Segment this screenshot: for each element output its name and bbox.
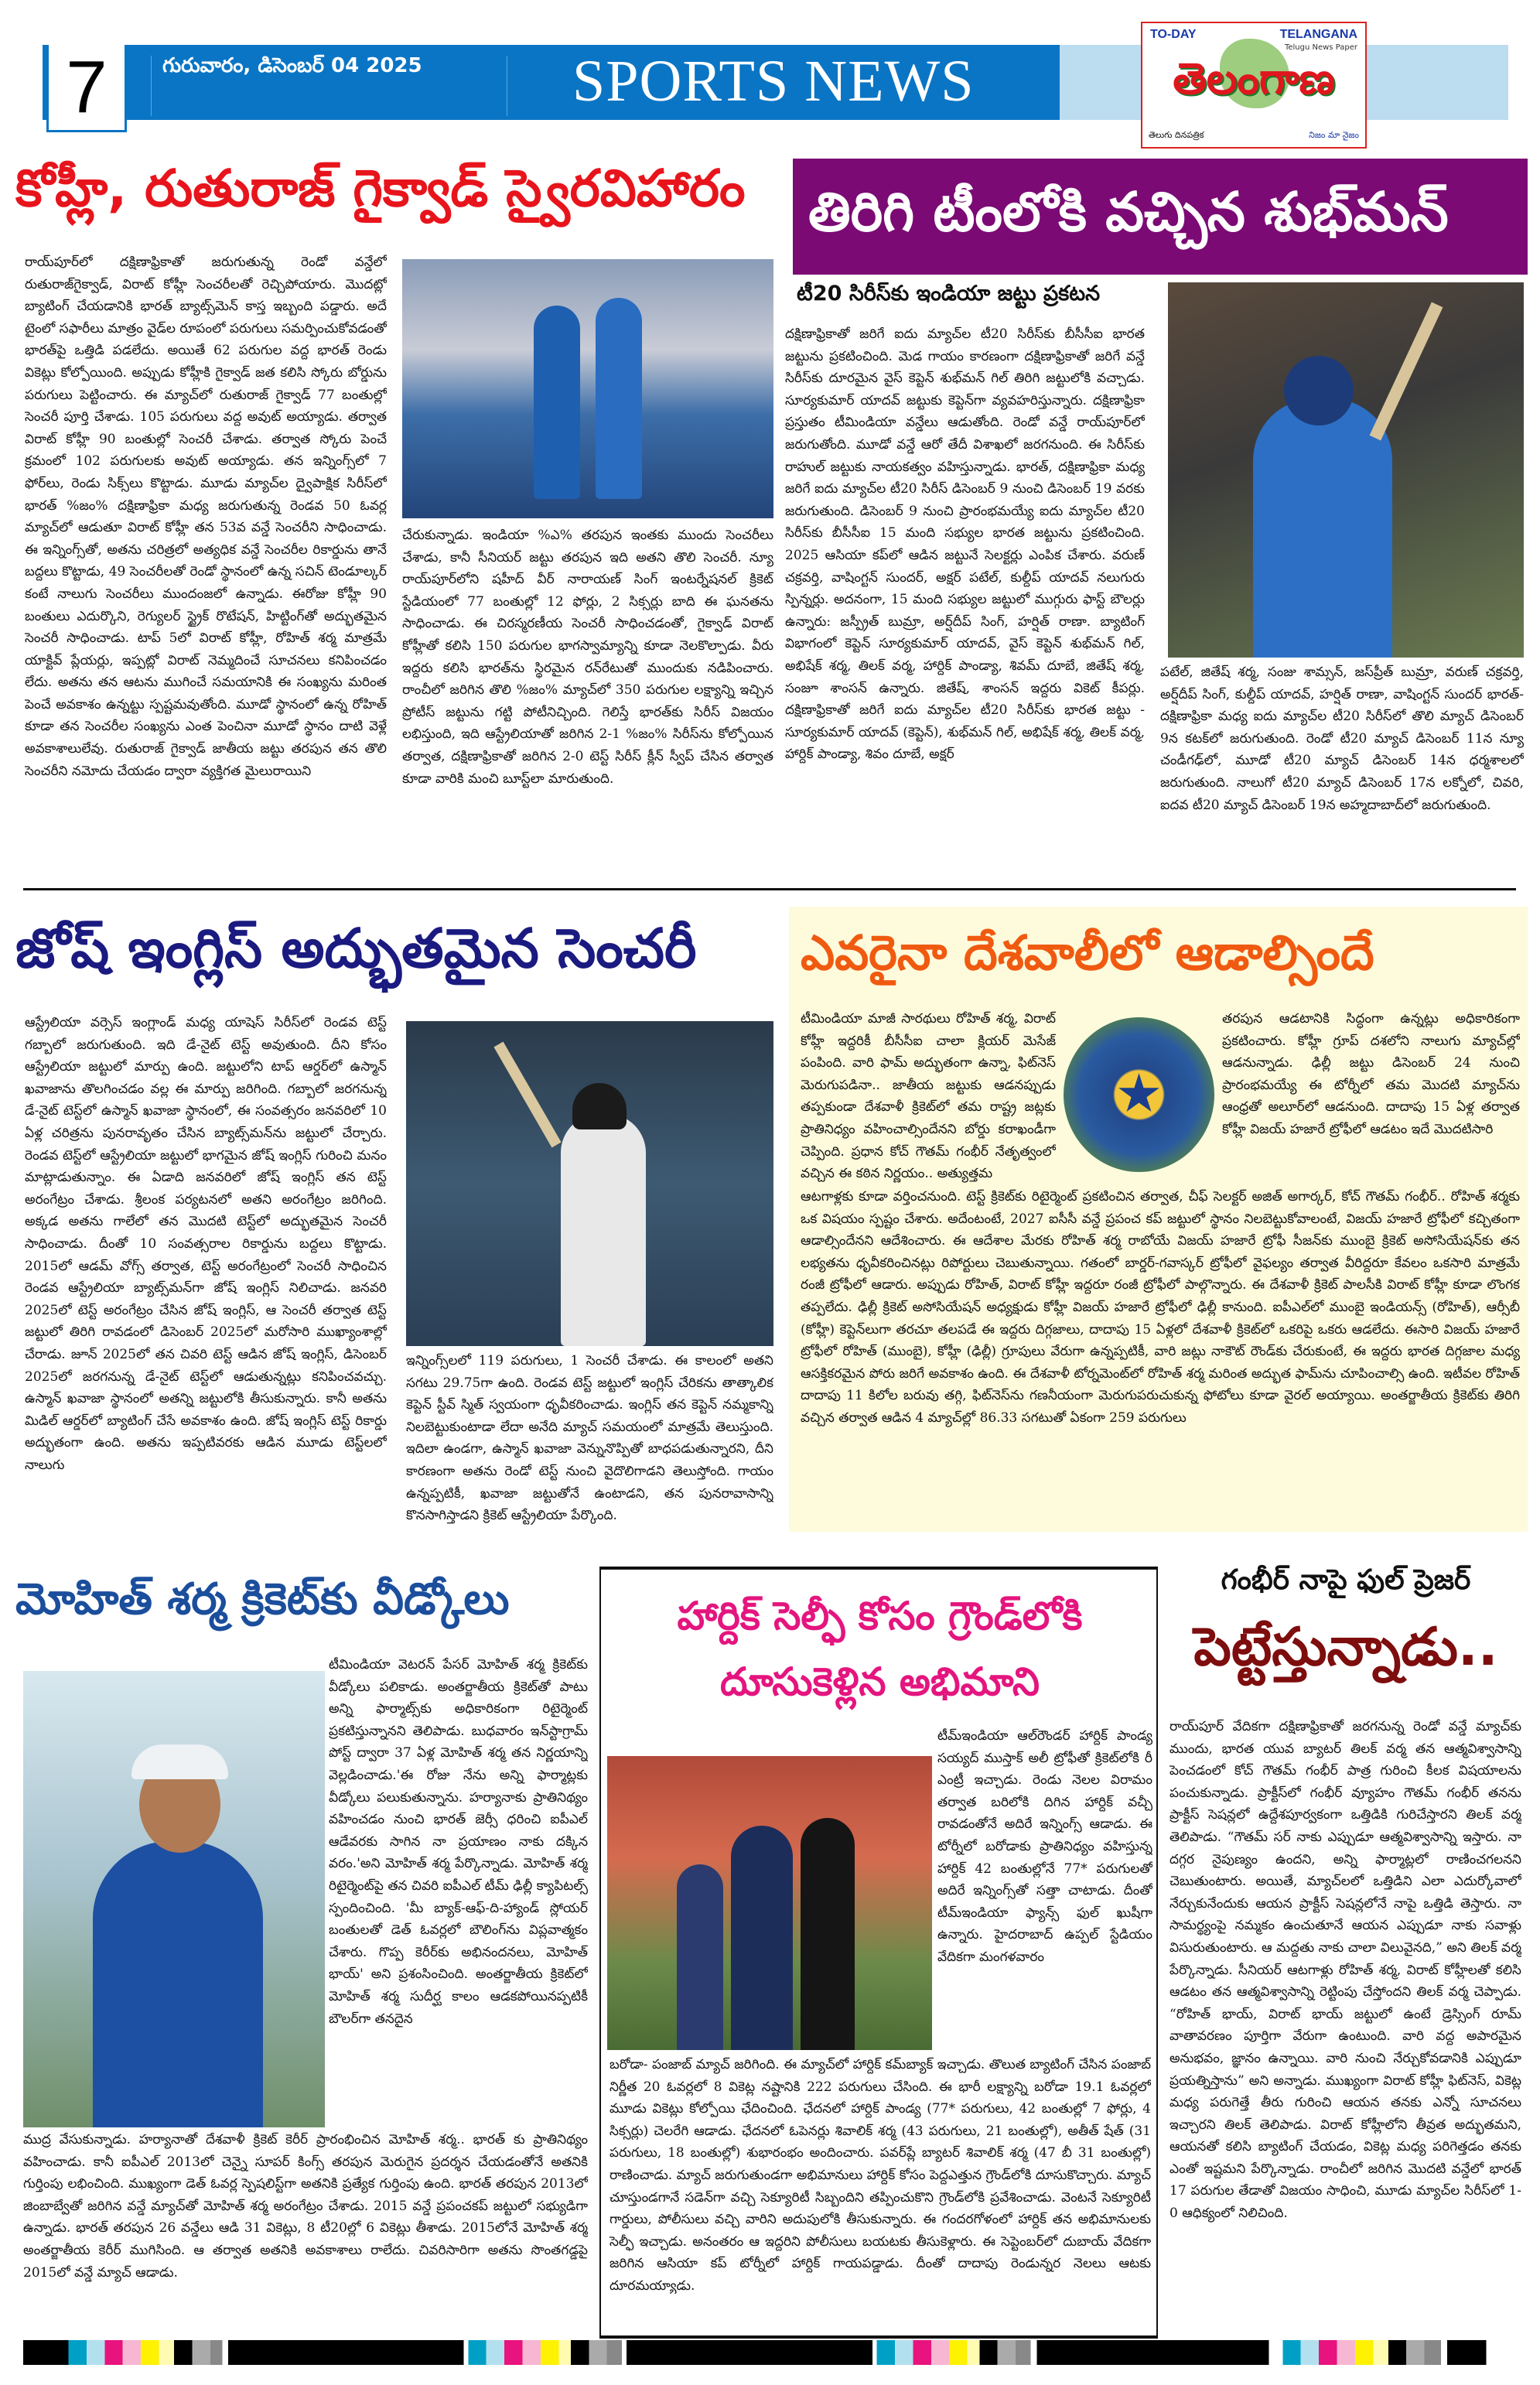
logo-motto: నిజం మా నైజం	[1309, 130, 1359, 140]
shubman-headline-banner	[793, 159, 1528, 275]
gambhir-body: రాయ్‌పూర్ వేదికగా దక్షిణాఫ్రికాతో జరగనున్న రెండో వన్డే మ్యాచ్‌కు ముందు, భారత యువ బ్యాటర్ తిలక్ వర్మ తన ఆత్మవిశ్వాసాన్ని పెంచడంలో కోచ్ గౌతమ్ గంభీర్ పాత్ర గురించి కీలక విషయాలను పంచుకున్నాడు. ప్రాక్టీస్‌లో గంభీర్ వ్యూహం గౌతమ్ గంభీర్ తనను ప్రాక్టీస్ సెషన్లలో ఉద్దేశపూర్వకంగా ఒత్తిడికి గురిచేస్తారని తిలక్ వర్మ తెలిపాడు. “గౌతమ్ సర్ నాకు ఎప్పుడూ ఆత్మవిశ్వాసాన్ని ఇస్తారు. నా దగ్గర నైపుణ్యం ఉందని, అన్ని ఫార్మాట్లలో రాణించగలనని చెబుతుంటారు. అయితే, మ్యాచ్‌లలో ఒత్తిడిని ఎలా ఎదుర్కోవాలో నేర్చుకునేందుకు ఆయన ప్రాక్టీస్ సెషన్లలోనే నాపై ఒత్తిడి తెస్తారు. నా సామర్థ్యంపై నమ్మకం ఉంచుతూనే ఆయన ఎప్పుడూ నాకు సవాళ్లు విసురుతుంటారు. ఆ మద్దతు నాకు చాలా విలువైనది,” అని తిలక్ వర్మ పేర్కొన్నాడు. సీనియర్ ఆటగాళ్లు రోహిత్ శర్మ, విరాట్ కోహ్లీలతో కలిసి ఆడటం తన ఆత్మవిశ్వాసాన్ని రెట్టింపు చేస్తోందని తిలక్ వర్మ చెప్పాడు. “రోహిత్ భాయ్, విరాట్ భాయ్ జట్టులో ఉంటే డ్రెస్సింగ్ రూమ్ వాతావరణం పూర్తిగా వేరుగా ఉంటుంది. వారి వద్ద అపారమైన అనుభవం, జ్ఞానం ఉన్నాయి. వారి నుంచి నేర్చుకోవడానికి ఎప్పుడూ ప్రయత్నిస్తాను” అని అన్నాడు. ముఖ్యంగా విరాట్ కోహ్లీ ఫిట్‌నెస్, వికెట్ల మధ్య పరుగెత్తే తీరు గురించి ఆయన తనకు ఎన్నో సూచనలు ఇచ్చారని తిలక్ తెలిపాడు. విరాట్ కోహ్లీలోని తీవ్రత అద్భుతమని, ఆయనతో కలిసి బ్యాటింగ్ చేయడం, వికెట్ల మధ్య పరిగెత్తడం తనకు ఎంతో ఇష్టమని పేర్కొన్నాడు. రాంచీలో జరిగిన మొదటి వన్డేలో భారత్ 17 పరుగుల తేడాతో విజయం సాధించి, మూడు మ్యాచ్‌ల సిరీస్‌లో 1-0 ఆధిక్యంలో నిలిచింది.	[1170, 1719, 1521, 2222]
gambhir-kicker: గంభీర్ నాపై ఫుల్ ప్రెజర్	[1221, 1564, 1471, 1596]
rohit-body-left: టీమిండియా మాజీ సారథులు రోహిత్ శర్మ, విరాట్ కోహ్లీ ఇద్దరికీ బీసీసీఐ చాలా క్లియర్ మెసేజ్ పంపింది. వారి ఫామ్ అద్భుతంగా ఉన్నా, ఫిట్‌నెస్ మెరుగుపడినా.. జాతీయ జట్టుకు ఆడనప్పుడు తప్పకుండా దేశవాళీ క్రికెట్‌లో తమ రాష్ట్ర జట్లకు ప్రాతినిధ్యం వహించాల్సిందేనని బోర్డు కరాఖండీగా చెప్పింది. ప్రధాన కోచ్ గౌతమ్ గంభీర్ నేతృత్వంలో వచ్చిన ఈ కఠిన నిర్ణయం.. అత్యుత్తమ	[801, 1011, 1056, 1182]
hardik-headline-line2: దూసుకెళ్లిన అభిమాని	[720, 1659, 1040, 1704]
shubman-subheadline: టీ20 సిరీస్‌కు ఇండియా జట్టు ప్రకటన	[797, 282, 1101, 306]
print-registration-bar	[23, 2340, 1531, 2365]
hardik-body-right: టీమ్ఇండియా ఆల్‌రౌండర్ హార్దిక్ పాండ్య సయ్యద్ ముస్తాక్ అలీ ట్రోఫీతో క్రికెట్‌లోకి రీ ఎంట్రీ ఇచ్చాడు. రెండు నెలల విరామం తర్వాత బరిలోకి దిగిన హార్దిక్ వచ్చీ రావడంతోనే అదిరే ఇన్నింగ్స్ ఆడాడు. ఈ టోర్నీలో బరోడాకు ప్రాతినిధ్యం వహిస్తున్న హార్దిక్ 42 బంతుల్లోనే 77* పరుగులతో అదిరే ఇన్నింగ్స్‌తో సత్తా చాటాడు. దీంతో టీమ్ఇండియా ఫ్యాన్స్ ఫుల్ ఖుషీగా ఉన్నారు. హైదరాబాద్ ఉప్పల్ స్టేడియం వేదికగా మంగళవారం	[937, 1728, 1152, 1965]
rohit-headline: ఎవరైనా దేశవాలీలో ఆడాల్సిందే	[801, 924, 1374, 981]
hardik-body-full: బరోడా- పంజాబ్ మ్యాచ్ జరిగింది. ఈ మ్యాచ్‌లో హార్దిక్ కమ్‌బ్యాక్ ఇచ్చాడు. తొలుత బ్యాటింగ్ చేసిన పంజాబ్ నిర్ణీత 20 ఓవర్లలో 8 వికెట్ల నష్టానికి 222 పరుగులు చేసింది. ఈ భారీ లక్ష్యాన్ని బరోడా 19.1 ఓవర్లలో మూడు వికెట్లు కోల్పోయి ఛేదించింది. ఛేదనలో హార్దిక్ పాండ్య (77* పరుగులు, 42 బంతుల్లో 7 ఫోర్లు, 4 సిక్సర్లు) చెలరేగి ఆడాడు. ఛేదనలో ఓపెనర్లు శివాలిక్ శర్మ (43 పరుగులు, 21 బంతుల్లో), అతీత్ షేత్ (31 పరుగులు, 18 బంతుల్లో) శుభారంభం అందించారు. పవర్‌ప్లే బ్యాటర్ శివాలిక్ శర్మ (47 బీ 31 బంతుల్లో) రాణించాడు. మ్యాచ్ జరుగుతుండగా అభిమానులు హార్దిక్ కోసం పెద్దఎత్తున గ్రౌండ్‌లోకి దూసుకొచ్చారు. మ్యాచ్ చూస్తుండగానే సడెన్‌గా వచ్చి సెక్యూరిటీ సిబ్బందిని తప్పించుకొని గ్రౌండ్‌లోకి ప్రవేశించాడు. వెంటనే సెక్యూరిటీ గార్డులు, పోలీసులు వచ్చి వారిని అదుపులోకి తీసుకున్నారు. ఈ గందరగోళంలో హార్దిక్ తన అభిమానులకు సెల్ఫీ ఇచ్చాడు. అనంతరం ఆ ఇద్దరిని పోలీసులు బయటకు తీసుకెళ్లారు. ఈ సెప్టెంబర్‌లో దుబాయ్ వేదికగా జరిగిన ఆసియా కప్ టోర్నీలో హార్దిక్ గాయపడ్డాడు. దీంతో దాదాపు రెండున్నర నెలలు ఆటకు దూరమయ్యాడు.	[610, 2057, 1151, 2294]
logo-name: తెలంగాణ	[1173, 54, 1335, 104]
kohli-body-col1: రాయ్‌పూర్‌లో దక్షిణాఫ్రికాతో జరుగుతున్న రెండో వన్డేలో రుతురాజ్‌గైక్వాడ్, విరాట్ కోహ్లీ సెంచరీలతో రెచ్చిపోయారు. మొదట్లో బ్యాటింగ్ చేయడానికి భారత్ బ్యాట్స్‌మెన్ కాస్త ఇబ్బంది పడ్డారు. అదే టైంలో సఫారీలు మాత్రం వైడ్‌ల రూపంలో పరుగులు సమర్పించుకోవడంతో భారత్‌పై ఒత్తిడి పడలేదు. అయితే 62 పరుగుల వద్ద భారత్ రెండు వికెట్లు కోల్పోయింది. అప్పుడు కోహ్లీకి గైక్వాడ్ జత కలిసి స్కోరు బోర్డును పరుగులు పెట్టించారు. ఈ మ్యాచ్‌లో రుతురాజ్ గైక్వాడ్ 77 బంతుల్లో సెంచరీ పూర్తి చేశాడు. 105 పరుగులు వద్ద అవుట్ అయ్యాడు. తర్వాత విరాట్ కోహ్లీ 90 బంతుల్లో సెంచరీ చేశాడు. తర్వాత స్కోరు పెంచే క్రమంలో 102 పరుగులకు అవుట్ అయ్యాడు. తన ఇన్నింగ్స్‌లో 7 ఫోర్‌లు, రెండు సిక్స్‌లు కొట్టాడు. మూడు మ్యాచ్‌ల ద్వైపాక్షిక సిరీస్‌లో భారత్ %జం% దక్షిణాఫ్రికా మధ్య జరుగుతున్న రెండవ 50 ఓవర్ల మ్యాచ్‌లో ఆడుతూ విరాట్ కోహ్లీ తన 53వ వన్డే సెంచరీని సాధించాడు. ఈ ఇన్నింగ్స్‌తో, అతను చరిత్రలో అత్యధిక వన్డే సెంచరీల రికార్డును తానే బద్దలు కొట్టాడు, 49 సెంచరీలతో రెండో స్థానంలో ఉన్న సచిన్ టెండూల్కర్ కంటే నాలుగు సెంచరీలు ముందంజలో ఉన్నాడు. ఈరోజు కోహ్లీ 90 బంతులు ఎదుర్కొని, రెగ్యులర్ స్ట్రైక్ రొటేషన్, హిట్టింగ్‌తో అద్భుతమైన సెంచరీ సాధించాడు. టాప్ 5లో విరాట్ కోహ్లీ, రోహిత్ శర్మ మాత్రమే యాక్టివ్ ప్లేయర్లు, ఇప్పట్లో విరాట్ నెమ్మదించే సూచనలు కనిపించడం లేదు. అతను తన ఆటను ముగించే సమయానికి ఈ సంఖ్యను మరింత పెంచే అవకాశం ఉన్నట్టు స్పష్టమవుతోంది. మూడో స్థానంలో ఉన్న రోహిత్ కూడా తన సెంచరీల సంఖ్యను ఎంత పెంచినా మూడో స్థానం దాటి వెళ్లే అవకాశాలులేవు. రుతురాజ్ గైక్వాడ్ జాతీయ జట్టు తరపున తన తొలి సెంచరీని నమోదు చేయడం ద్వారా వ్యక్తిగత మైలురాయిని	[25, 255, 387, 779]
star-icon	[1118, 1073, 1160, 1116]
mohit-headline: మోహిత్ శర్మ క్రికెట్‌కు వీడ్కోలు	[15, 1574, 510, 1625]
shubman-body-col1: దక్షిణాఫ్రికాతో జరిగే ఐదు మ్యాచ్‌ల టీ20 సిరీస్‌కు బీసీసీఐ భారత జట్టును ప్రకటించింది. మెడ గాయం కారణంగా దక్షిణాఫ్రికాతో జరిగే వన్డే సిరీస్‌కు దూరమైన వైస్ కెప్టెన్ శుభ్‌మన్ గిల్ తిరిగి జట్టులోకి వచ్చాడు. సూర్యకుమార్ యాదవ్ జట్టుకు కెప్టెన్‌గా వ్యవహరిస్తున్నారు. దక్షిణాఫ్రికా ప్రస్తుతం టీమిండియా వన్డేలు ఆడుతోంది. రెండో వన్డే రాయ్‌పూర్‌లో జరుగుతోంది. మూడో వన్డే ఆరో తేదీ విశాఖలో జరగనుంది. ఈ సిరీస్‌కు రాహుల్ జట్టుకు నాయకత్వం వహిస్తున్నాడు. భారత్, దక్షిణాఫ్రికా మధ్య జరిగే ఐదు మ్యాచ్‌ల టీ20 సిరీస్ డిసెంబర్ 9 నుంచి డిసెంబర్ 19 వరకు జరుగుతుంది. డిసెంబర్ 9 నుంచి ప్రారంభమయ్యే ఐదు మ్యాచ్‌ల టీ20 సిరీస్‌కు బీసీసీఐ 15 మంది సభ్యుల భారత జట్టును ప్రకటించింది. 2025 ఆసియా కప్‌లో ఆడిన జట్టునే సెలక్టర్లు ఎంపిక చేశారు. వరుణ్ చక్రవర్తి, వాషింగ్టన్ సుందర్, అక్షర్ పటేల్, కుల్దీప్ యాదవ్ నలుగురు స్పిన్నర్లు. అదనంగా, 15 మంది సభ్యుల జట్టులో ముగ్గురు ఫాస్ట్ బౌలర్లు ఉన్నారు: జస్ప్రీత్ బుమ్రా, అర్ష్‌దీప్ సింగ్, హర్షిత్ రాణా. బ్యాటింగ్ విభాగంలో కెప్టెన్ సూర్యకుమార్ యాదవ్, వైస్ కెప్టెన్ శుభ్‌మన్ గిల్, అభిషేక్ శర్మ, తిలక్ వర్మ, హార్దిక్ పాండ్యా, శివమ్ దూబే, జితేష్ శర్మ, సంజూ శాంసన్ ఉన్నారు. జితేష్, శాంసన్ ఇద్దరు వికెట్ కీపర్లు. దక్షిణాఫ్రికాతో జరిగే ఐదు మ్యాచ్‌ల టీ20 సిరీస్‌కు భారత జట్టు - సూర్యకుమార్ యాదవ్ (కెప్టెన్), శుభ్‌మన్ గిల్, అభిషేక్ శర్మ, తిలక్ వర్మ, హార్దిక్ పాండ్యా, శివం దూబే, అక్షర్	[785, 326, 1145, 763]
rohit-body-right: తరపున ఆడటానికి సిద్ధంగా ఉన్నట్లు అధికారికంగా ప్రకటించారు. కోహ్లీ గ్రూప్ దశలోని నాలుగు మ్యాచ్‌ల్లో ఆడనున్నాడు. ఢిల్లీ జట్టు డిసెంబర్ 24 నుంచి ప్రారంభమయ్యే ఈ టోర్నీలో తమ మొదటి మ్యాచ్‌ను ఆంధ్రతో అలూర్‌లో ఆడనుంది. దాదాపు 15 ఏళ్ల తర్వాత కోహ్లీ విజయ్ హజారే ట్రోఫీలో ఆడటం ఇదే మొదటిసారి	[1222, 1011, 1520, 1137]
hardik-headline-line1: హార్దిక్ సెల్ఫీ కోసం గ్రౌండ్‌లోకి	[677, 1594, 1083, 1638]
newspaper-logo	[1141, 22, 1367, 149]
logo-tagline: Telugu News Paper	[1284, 43, 1357, 52]
rohit-body-full: ఆటగాళ్లకు కూడా వర్తించనుంది. టెస్ట్ క్రికెట్‌కు రిటైర్మెంట్ ప్రకటించిన తర్వాత, చీఫ్ సెలక్టర్ అజిత్ అగార్కర్, కోచ్ గౌతమ్ గంభీర్.. రోహిత్ శర్మకు ఒక విషయం స్పష్టం చేశారు. అదేంటంటే, 2027 ఐసీసీ వన్డే ప్రపంచ కప్ జట్టులో స్థానం నిలబెట్టుకోవాలంటే, విజయ్ హజారే ట్రోఫీలో కచ్చితంగా ఆడాల్సిందేనని ఆదేశించారు. ఈ ఆదేశాల మేరకు రోహిత్ శర్మ రాబోయే విజయ్ హజారే ట్రోఫీ సీజన్‌కు ముంబై క్రికెట్ అసోసియేషన్‌కు తన లభ్యతను ధృవీకరించినట్లు రిపోర్టులు చెబుతున్నాయి. గతంలో బార్డర్-గవాస్కర్ ట్రోఫీలో వైఫల్యం తర్వాత వీరిద్దరూ కేవలం ఒకసారి మాత్రమే రంజీ ట్రోఫీలో ఆడారు. అప్పుడు రోహిత్, విరాట్ కోహ్లీ ఇద్దరూ రంజీ ట్రోఫీలో పాల్గొన్నారు. ఈ దేశవాళీ క్రికెట్ పాలసీకి విరాట్ కోహ్లీ కూడా లొంగక తప్పలేదు. ఢిల్లీ క్రికెట్ అసోసియేషన్ అధ్యక్షుడు కోహ్లీ విజయ్ హజారే ట్రోఫీలో ఢిల్లీ కానుంది. ఐపీఎల్‌లో ముంబై ఇండియన్స్ (రోహిత్), ఆర్సీబీ (కోహ్లీ) కెప్టెన్‌లుగా తరచూ తలపడే ఈ ఇద్దరు దిగ్గజాలు, దాదాపు 15 ఏళ్లలో దేశవాళీ క్రికెట్‌లో ఒకరిపై ఒకరు ఆడలేదు. ఈసారి విజయ్ హజారే ట్రోఫీలో రోహిత్ (ముంబై), కోహ్లీ (ఢిల్లీ) గ్రూపులు వేరుగా ఉన్నప్పటికీ, వారి జట్లు నాకౌట్ రౌండ్‌కు చేరుకుంటే, ఈ ఇద్దరు భారత దిగ్గజాల మధ్య ఆసక్తికరమైన పోరు జరిగే అవకాశం ఉంది. ఈ దేశవాళీ టోర్నమెంట్‌లో రోహిత్ శర్మ మరింత అద్భుత ఫామ్‌ను చూపించాల్సి ఉంది. ఇటీవల రోహిత్ దాదాపు 11 కిలోల బరువు తగ్గి, ఫిట్‌నెస్‌ను గణనీయంగా మెరుగుపరుచుకున్న ఫోటోలు కూడా వైరల్ అయ్యాయి. అంతర్జాతీయ క్రికెట్‌కు తిరిగి వచ్చిన తర్వాత ఆడిన 4 మ్యాచ్‌ల్లో 86.33 సగటుతో ఏకంగా 259 పరుగులు	[801, 1189, 1520, 1426]
shubman-gill-photo	[1168, 282, 1524, 658]
kohli-body-col2: చేరుకున్నాడు. ఇండియా %ఎ% తరపున ఇంతకు ముందు సెంచరీలు చేశాడు, కానీ సీనియర్ జట్టు తరపున ఇది అతని తొలి సెంచరీ. న్యూ రాయ్‌పూర్‌లోని షహీద్ వీర్ నారాయణ్ సింగ్ ఇంటర్నేషనల్ క్రికెట్ స్టేడియంలో 77 బంతుల్లో 12 ఫోర్లు, 2 సిక్సర్లు బాది ఈ ఘనతను సాధించాడు. ఈ చిరస్మరణీయ సెంచరీ సాధించడంతో, గైక్వాడ్ విరాట్ కోహ్లీతో కలిసి 150 పరుగుల భాగస్వామ్యాన్ని కూడా నెలకొల్పాడు. వీరు ఇద్దరు కలిసి భారత్‌ను స్థిరమైన రన్‌రేటుతో ముందుకు నడిపించారు. రాంచీలో జరిగిన తొలి %జం% మ్యాచ్‌లో 350 పరుగుల లక్ష్యాన్ని ఇచ్చిన ప్రోటీస్ జట్టును గట్టి పోటీనిచ్చింది. గెలిస్తే భారత్‌కు సిరీస్ విజయం లభిస్తుంది, ఇది ఆస్ట్రేలియాతో జరిగిన 2-1 %జం% సిరీస్‌ను కోల్పోయిన తర్వాత, దక్షిణాఫ్రికాతో జరిగిన 2-0 టెస్ట్ సిరీస్ క్లీన్ స్వీప్ చేసిన తర్వాత కూడా వారికి మంచి బూస్ట్‌లా మారుతుంది.	[402, 528, 773, 787]
page-number: 7	[46, 45, 127, 132]
bcci-logo-icon	[1064, 1017, 1214, 1172]
kohli-headline: కోహ్లీ, రుతురాజ్ గైక్వాడ్ స్వైరవిహారం	[15, 159, 746, 218]
logo-telangana: TELANGANA	[1279, 28, 1357, 41]
hardik-selfie-photo	[607, 1756, 932, 2050]
section-title: SPORTS NEWS	[572, 49, 975, 114]
shubman-body-col2: పటేల్, జితేష్ శర్మ, సంజు శామ్సన్, జస్‌ప్రీత్ బుమ్రా, వరుణ్ చక్రవర్తి, అర్ష్‌దీప్ సింగ్, కుల్దీప్ యాదవ్, హర్షిత్ రాణా, వాషింగ్టన్ సుందర్ భారత్-దక్షిణాఫ్రికా మధ్య ఐదు మ్యాచ్‌ల టీ20 సిరీస్‌లో తొలి మ్యాచ్ డిసెంబర్ 9న కటక్‌లో జరుగుతుంది. రెండో టీ20 మ్యాచ్ డిసెంబర్ 11న న్యూ చండీగఢ్‌లో, మూడో టీ20 మ్యాచ్ డిసెంబర్ 14న ధర్మశాలలో జరుగుతుంది. నాలుగో టీ20 మ్యాచ్ డిసెంబర్ 17న లక్నోలో, చివరి, ఐదవ టీ20 మ్యాచ్ డిసెంబర్ 19న అహ్మదాబాద్‌లో జరుగుతుంది.	[1160, 665, 1524, 813]
mohit-body-full: ముద్ర వేసుకున్నాడు. హర్యానాతో దేశవాళీ క్రికెట్ కెరీర్ ప్రారంభించిన మోహిత్ శర్మ.. భారత్ కు ప్రాతినిథ్యం వహించాడు. కానీ ఐపీఎల్ 2013లో చెన్నై సూపర్ కింగ్స్ తరపున మెరుగైన ప్రదర్శన చేయడంతోనే అతనికి గుర్తింపు లభించింది. ముఖ్యంగా డెత్ ఓవర్ల స్పెషలిస్ట్‌గా అతనికి ప్రత్యేక గుర్తింపు ఉంది. భారత్ తరపున 2013లో జింబాబ్వేతో జరిగిన వన్డే మ్యాచ్‌తో మోహిత్ శర్మ అరంగేట్రం చేశాడు. 2015 వన్డే ప్రపంచకప్ జట్టులో సభ్యుడిగా ఉన్నాడు. భారత్ తరపున 26 వన్డేలు ఆడి 31 వికెట్లు, 8 టీ20ల్లో 6 వికెట్లు తీశాడు. 2015లోనే మోహిత్ శర్మ అంతర్జాతీయ కెరీర్ ముగిసింది. ఆ తర్వాత అతనికి అవకాశాలు రాలేదు. చివరిసారిగా అతను సొంతగడ్డపై 2015లో వన్డే మ్యాచ్ ఆడాడు.	[23, 2132, 588, 2281]
header-divider	[151, 56, 152, 116]
inglis-body-col2: ఇన్నింగ్స్‌లలో 119 పరుగులు, 1 సెంచరీ చేశాడు. ఈ కాలంలో అతని సగటు 29.75గా ఉంది. రెండవ టెస్ట్ జట్టులో ఇంగ్లిస్ చేరికను తాత్కాలిక కెప్టెన్ స్టీవ్ స్మిత్ స్వయంగా ధృవీకరించాడు. ఇంగ్లిస్ తన కెప్టెన్ నమ్మకాన్ని నిలబెట్టుకుంటాడా లేదా అనేది మ్యాచ్ సమయంలో మాత్రమే తెలుస్తుంది. ఇదిలా ఉండగా, ఉస్మాన్ ఖవాజా వెన్నునొప్పితో బాధపడుతున్నారని, దీని కారణంగా అతను రెండో టెస్ట్ నుంచి వైదొలిగాడని తెలుస్తోంది. గాయం ఉన్నప్పటికీ, ఖవాజా జట్టుతోనే ఉంటాడని, తన పునరావాసాన్ని కొనసాగిస్తాడని క్రికెట్ ఆస్ట్రేలియా పేర్కొంది.	[406, 1353, 773, 1524]
gambhir-headline: పెట్టేస్తున్నాడు..	[1193, 1617, 1498, 1678]
inglis-body-col1: ఆస్ట్రేలియా వర్సెస్ ఇంగ్లాండ్ మధ్య యాషెస్ సిరీస్‌లో రెండవ టెస్ట్ గబ్బాలో జరుగుతుంది. ఇది డే-నైట్ టెస్ట్ అవుతుంది. దీని కోసం ఆస్ట్రేలియా జట్టులో మార్పు ఉంది. జట్టులోని టాప్ ఆర్డర్‌లో ఉస్మాన్ ఖవాజాను తొలగించడం వల్ల ఈ మార్పు జరిగింది. గబ్బాలో జరగనున్న డే-నైట్ టెస్ట్‌లో ఉస్మాన్ ఖవాజా స్థానంలో, ఈ సంవత్సరం జనవరిలో 10 ఏళ్ల చరిత్రను పునరావృతం చేసిన బ్యాట్స్‌మన్‌ను జట్టులో చేర్చారు. రెండవ టెస్ట్‌లో ఆస్ట్రేలియా జట్టులో భాగమైన జోష్ ఇంగ్లిస్ గురించి మనం మాట్లాడుతున్నాం. ఈ ఏడాది జనవరిలో జోష్ ఇంగ్లిస్ తన టెస్ట్ అరంగేట్రం చేశాడు. శ్రీలంక పర్యటనలో అతని అరంగేట్రం జరిగింది. అక్కడ అతను గాలేలో తన మొదటి టెస్ట్‌లో అద్భుతమైన సెంచరీ సాధించాడు. దీంతో 10 సంవత్సరాల రికార్డును బద్దలు కొట్టాడు. 2015లో ఆడమ్ వోగ్స్ తర్వాత, టెస్ట్ అరంగేట్రంలో సెంచరీ సాధించిన రెండవ ఆస్ట్రేలియా బ్యాట్స్‌మన్‌గా జోష్ ఇంగ్లిస్ నిలిచాడు. జనవరి 2025లో టెస్ట్ అరంగేట్రం చేసిన జోష్ ఇంగ్లిస్, ఆ సెంచరీ తర్వాత టెస్ట్ జట్టులో తిరిగి రావడంలో డిసెంబర్ 2025లో మరోసారి ముఖ్యాంశాల్లో చేరాడు. జూన్ 2025లో తన చివరి టెస్ట్ ఆడిన జోష్ ఇంగ్లిస్, డిసెంబర్ 2025లో జరగనున్న డే-నైట్ టెస్ట్‌లో ఆడుతున్నట్లు కనిపించవచ్చు. ఉస్మాన్ ఖవాజా స్థానంలో అతన్ని జట్టులోకి తీసుకున్నారు. కానీ అతను మిడిల్ ఆర్డర్‌లో బ్యాటింగ్ చేసే అవకాశం ఉంది. జోష్ ఇంగ్లిస్ టెస్ట్ రికార్డు అద్భుతంగా ఉంది. అతను ఇప్పటివరకు ఆడిన మూడు టెస్ట్‌లలో నాలుగు	[25, 1015, 387, 1473]
mohit-sharma-photo	[23, 1671, 325, 2127]
inglis-headline: జోష్ ఇంగ్లిస్ అద్భుతమైన సెంచరీ	[15, 917, 697, 980]
logo-today: TO-DAY	[1150, 28, 1197, 41]
section-divider	[23, 888, 1516, 890]
kohli-gaikwad-photo	[402, 259, 773, 518]
shubman-headline: తిరిగి టీంలోకి వచ్చిన శుభ్‌మన్	[808, 180, 1449, 244]
issue-date: గురువారం, డిసెంబర్ 04 2025	[162, 54, 422, 77]
logo-subtitle: తెలుగు దినపత్రిక	[1149, 130, 1204, 140]
josh-inglis-photo	[406, 1021, 773, 1346]
mohit-body-right: టీమిండియా వెటరన్ పేసర్ మోహిత్ శర్మ క్రికెట్‌కు వీడ్కోలు పలికాడు. అంతర్జాతీయ క్రికెట్‌తో పాటు అన్ని ఫార్మాట్స్‌కు అధికారికంగా రిటైర్మెంట్ ప్రకటిస్తున్నానని తెలిపాడు. బుధవారం ఇన్‌స్టాగ్రామ్ పోస్ట్ ద్వారా 37 ఏళ్ల మోహిత్ శర్మ తన నిర్ణయాన్ని వెల్లడించాడు.'ఈ రోజు నేను అన్ని ఫార్మాట్లకు వీడ్కోలు పలుకుతున్నాను. హర్యానాకు ప్రాతినిథ్యం వహించడం నుంచి భారత్ జెర్సీ ధరించి ఐపీఎల్ ఆడేవరకు సాగిన నా ప్రయాణం నాకు దక్కిన వరం.'అని మోహిత్ శర్మ పేర్కొన్నాడు. మోహిత్ శర్మ రిటైర్మెంట్‌పై తన చివరి ఐపీఎల్ టీమ్ ఢిల్లీ క్యాపిటల్స్ స్పందించింది. 'మీ బ్యాక్-ఆఫ్-ది-హ్యాండ్ స్లోయర్ బంతులతో డెత్ ఓవర్లలో బౌలింగ్‌ను విప్లవాత్మకం చేశారు. గొప్ప కెరీర్‌కు అభినందనలు, మోహిత్ భాయ్' అని ప్రశంసించింది. అంతర్జాతీయ క్రికెట్‌లో మోహిత్ శర్మ సుదీర్ఘ కాలం ఆడకపోయినప్పటికీ బౌలర్‌గా తనదైన	[329, 1657, 588, 2027]
